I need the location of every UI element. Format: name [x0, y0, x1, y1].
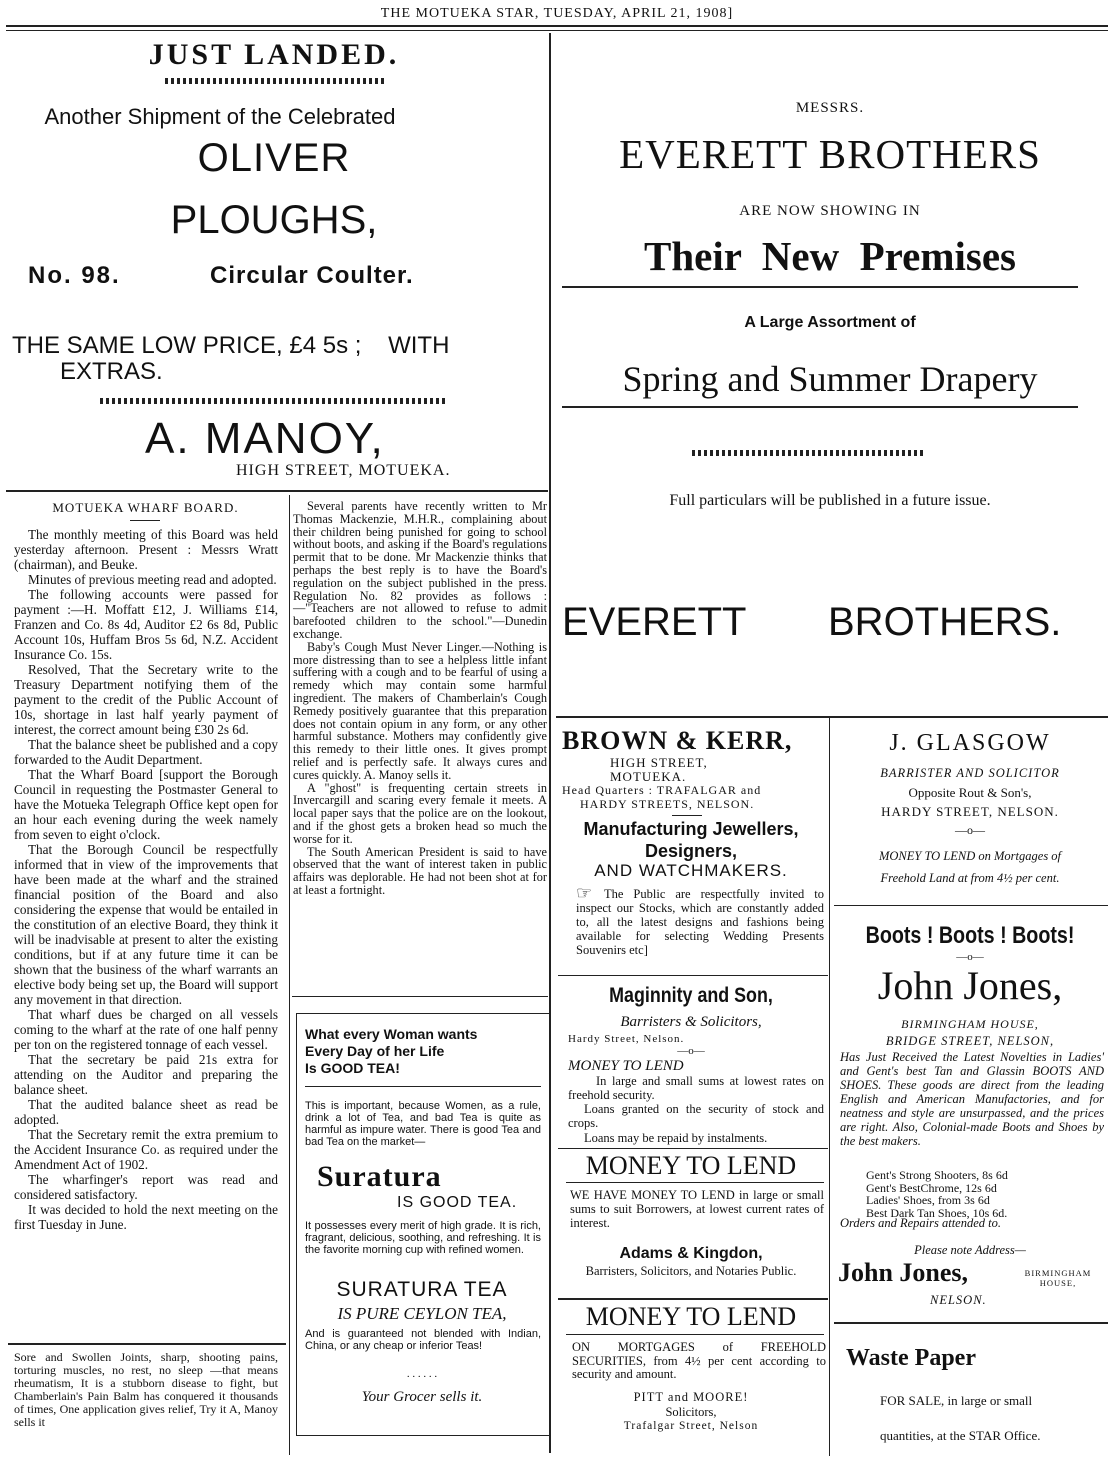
maginnity-street: Hardy Street, Nelson.: [568, 1033, 685, 1045]
section-rule: [558, 975, 828, 976]
jones-name: John Jones,: [877, 963, 1063, 1008]
section-rule: [562, 286, 1078, 288]
adams-kingdon-title: Barristers, Solicitors, and Notaries Public.: [585, 1264, 797, 1278]
everett-showing: ARE NOW SHOWING IN: [739, 203, 921, 219]
brown-kerr-trade2: Designers,: [644, 841, 738, 861]
maginnity-body: In large and small sums at lowest rates on freehold security.: [568, 1074, 824, 1102]
news-paragraph: A "ghost" is frequenting certain streets in Invercargill and scaring every female it meets. A local paper says that the police are on the lookout, and if the ghost gets a broken head so much the worse for it.: [293, 780, 547, 846]
waste-paper-head: Waste Paper: [846, 1345, 976, 1371]
maginnity-name: Maginnity and Son,: [609, 984, 773, 1007]
glasgow-opposite: Opposite Rout & Son's,: [908, 785, 1032, 800]
brown-kerr-name: BROWN & KERR,: [562, 726, 793, 755]
column-rule-left: [289, 495, 290, 1455]
brown-kerr-trade1: Manufacturing Jewellers,: [583, 819, 799, 839]
pitt-moore-head: MONEY TO LEND: [585, 1302, 797, 1331]
maginnity-sep: —o—: [677, 1045, 705, 1057]
pitt-moore-street: Trafalgar Street, Nelson: [623, 1420, 759, 1432]
section-rule: [292, 996, 548, 997]
dash: [130, 520, 160, 521]
manoy-merchant: A. MANOY,: [145, 414, 385, 463]
brown-kerr-body: The Public are respectfully invited to inspect our Stocks, which are constantly added to, all the latest designs and fashions being available for selecting Wedding Presents Souvenirs etc]: [576, 887, 824, 957]
suratura-ad: [296, 1013, 550, 1436]
wharf-paragraph: The wharfinger's report was read and considered satisfactory.: [14, 1172, 278, 1202]
dash: [672, 815, 702, 816]
wharf-paragraph: That the Secretary remit the extra premium to the Accident Insurance Co. as required under the Amendment Act of 1902.: [14, 1127, 278, 1172]
jones-price-item: Best Dark Tan Shoes, 10s 6d.: [866, 1205, 1008, 1220]
waste-paper-line2: quantities, at the STAR Office.: [880, 1428, 1041, 1443]
adams-kingdon-head: MONEY TO LEND: [585, 1151, 797, 1180]
everett-signature-right: BROTHERS.: [828, 600, 1062, 644]
everett-drapery: Spring and Summer Drapery: [622, 359, 1038, 399]
section-rule: [562, 406, 1078, 408]
manoy-headline: JUST LANDED.: [148, 38, 400, 71]
glasgow-money: MONEY TO LEND on Mortgages of: [878, 849, 1062, 863]
manoy-address: HIGH STREET, MOTUEKA.: [236, 462, 451, 479]
jones-signature: John Jones,: [838, 1258, 969, 1287]
jones-house: BIRMINGHAM HOUSE,: [901, 1017, 1039, 1031]
glasgow-name: J. GLASGOW: [889, 730, 1051, 756]
jones-signature-town: NELSON.: [930, 1293, 987, 1307]
section-rule: [556, 716, 1108, 718]
manoy-product: PLOUGHS,: [170, 198, 378, 242]
everett-name: EVERETT BROTHERS: [619, 131, 1041, 177]
manoy-intro: Another Shipment of the Celebrated: [44, 104, 396, 129]
jones-body: Has Just Received the Latest Novelties in Ladies' and Gent's best Tan and Glassin BOOTS AND SHOES. These goods are direct from the leading English and American Manufactories, and for neatness and style are unsurpassed, and the prices are right. Also, Colonial-made Boots and Shoes by the best makers.: [840, 1050, 1104, 1148]
suratura-title2: SURATURA TEA: [336, 1278, 508, 1301]
manoy-model-desc: Circular Coulter.: [210, 262, 414, 289]
news-paragraph: The South American President is said to have observed that the want of interest taken in public affairs was deplorable. He had not been shot at for at least a fortnight.: [293, 844, 547, 897]
waste-paper-line1: FOR SALE, in large or small: [880, 1393, 1033, 1408]
brown-kerr-hq2: HARDY STREETS, NELSON.: [580, 797, 755, 811]
suratura-body2: It possesses every merit of high grade. It is rich, fragrant, delicious, soothing, and refreshing. It is the favorite morning cup with refined women.: [305, 1220, 541, 1256]
section-rule: [6, 490, 548, 492]
wharf-paragraph: That the balance sheet be published and a copy forwarded to the Audit Department.: [14, 737, 278, 767]
suratura-headline-line: Every Day of her Life: [305, 1043, 445, 1059]
brown-kerr-street: HIGH STREET,: [610, 755, 708, 770]
wharf-article-body: [14, 527, 278, 1232]
glasgow-sep: —o—: [955, 823, 985, 837]
wharf-paragraph: That the audited balance sheet as read be adopted.: [14, 1097, 278, 1127]
everett-particulars: Full particulars will be published in a future issue.: [669, 492, 991, 509]
suratura-headline: [305, 1026, 477, 1077]
maginnity-loans: Loans granted on the security of stock and crops.: [568, 1102, 824, 1130]
everett-salutation: MESSRS.: [795, 100, 865, 116]
maginnity-money-head: MONEY TO LEND: [568, 1058, 684, 1074]
wharf-paragraph: That the secretary be paid 21s extra for attending on the Auditor and preparing the balance sheet.: [14, 1052, 278, 1097]
manoy-price: THE SAME LOW PRICE, £4 5s ; WITH: [12, 332, 450, 359]
jones-price-item: Gent's BestChrome, 12s 6d: [866, 1180, 997, 1195]
column-rule-right: [829, 718, 830, 1456]
suratura-body3: And is guaranteed not blended with Indian, China, or any cheap or inferior Teas!: [305, 1328, 541, 1352]
jones-orders: Orders and Repairs attended to.: [840, 1216, 1001, 1230]
section-rule: [558, 1298, 828, 1300]
news-paragraph: Baby's Cough Must Never Linger.—Nothing is more distressing than to see a helpless little infant suffering with a cough and to be fearful of using a remedy which may contain some harmful ingredient. The makers of Chamberlain's Cough Remedy positively guarantee that this preparation does not contain opium in any form, or any other harmful substance. Mothers may confidently give this remedy to their little ones. It gives prompt relief and is perfectly safe. It always cures and cures quickly. A. Manoy sells it.: [293, 639, 547, 782]
wharf-paragraph: It was decided to hold the next meeting on the first Tuesday in June.: [14, 1202, 278, 1232]
news-paragraph: Several parents have recently written to Mr Thomas Mackenzie, M.H.R., complaining about their children being punished for going to school without boots, and asking if the Board's regulations permit that to be done. Mr Mackenzie thinks that perhaps the best reply is to have the Board's regulation on the subject published in the press. Regulation No. 82 provides as follows :—"Teachers are not allowed to refuse to admit barefooted children to the school."—Dunedin exchange.: [293, 499, 547, 641]
maginnity-title: Barristers & Solicitors,: [620, 1014, 762, 1030]
everett-signature-left: EVERETT: [562, 600, 747, 644]
jones-price-item: Ladies' Shoes, from 3s 6d: [866, 1193, 990, 1207]
jones-signature-house: [1010, 1268, 1106, 1288]
wharf-paragraph: Resolved, That the Secretary write to the Treasury Department notifying them of the payment to the credit of the Public Account of 10s, shortage in last half yearly payment of interest, the correct amount being £30 2s 6d.: [14, 662, 278, 737]
suratura-headline-line: Is GOOD TEA!: [305, 1060, 400, 1076]
section-rule: [558, 1148, 828, 1149]
everett-assortment: A Large Assortment of: [744, 314, 916, 331]
divider: [165, 78, 385, 84]
section-rule: [834, 1322, 1108, 1324]
jones-signature-house-line: BIRMINGHAM: [1024, 1268, 1092, 1278]
middle-column-news: [293, 500, 547, 897]
section-rule: [8, 1343, 286, 1345]
suratura-footer: Your Grocer sells it.: [361, 1389, 483, 1405]
glasgow-title: BARRISTER AND SOLICITOR: [880, 766, 1060, 780]
jones-note: Please note Address—: [914, 1243, 1026, 1257]
wharf-paragraph: The following accounts were passed for payment :—H. Moffatt £12, J. Williams £14, Franzen and Co. 8s 4d, Auditor £2 6s 8d, Public Account 10s, Huffam Bros 5s 6d, N.Z. Accident Insurance Co. 15s.: [14, 587, 278, 662]
jones-sep: —o—: [956, 951, 984, 963]
section-rule: [305, 1086, 541, 1087]
wharf-paragraph: That the Wharf Board [support the Borough Council in requesting the Postmaster General to have the Motueka Telegraph Office kept open for an hour each evening during the week namely from seven to eight o'clock.: [14, 767, 278, 842]
wharf-title: MOTUEKA WHARF BOARD.: [52, 500, 239, 515]
wharf-paragraph: That wharf dues be charged on all vessels coming to the wharf at the rate of one half penny per ton on the registered tonnage of each vessel.: [14, 1007, 278, 1052]
divider: [692, 450, 924, 456]
masthead-rule: [6, 25, 1108, 27]
adams-kingdon-name: Adams & Kingdon,: [619, 1245, 763, 1262]
suratura-title2-tag: IS PURE CEYLON TEA,: [337, 1304, 507, 1323]
pain-balm-notice: Sore and Swollen Joints, sharp, shooting pains, torturing muscles, no rest, no sleep —that means rheumatism, It is a stubborn disease to fight, but Chamberlain's Pain Balm has conquered it thousands of times, One application gives relief, Try it A, Manoy sells it: [14, 1350, 278, 1429]
suratura-brand: Suratura: [317, 1160, 442, 1193]
manoy-brand: OLIVER: [197, 136, 351, 180]
pitt-moore-body: ON MORTGAGES of FREEHOLD SECURITIES, from 4½ per cent according to security and amount.: [572, 1340, 826, 1381]
pointing-hand-icon: ☞: [576, 883, 593, 903]
glasgow-street: HARDY STREET, NELSON.: [881, 804, 1059, 819]
manoy-model-no: No. 98.: [28, 262, 121, 289]
wharf-paragraph: That the Borough Council be respectfully informed that in view of the improvements that have been made at the wharf and the strained financial position of the Board and also considering the expense that would be entailed in the constitution of an elective Board, they think it will be inadvisable at present to alter the existing conditions, but if at any future time it can be shown that the business of the wharf warrants an elective body being set up, the Board will support any movement in that direction.: [14, 842, 278, 1007]
everett-premises: Their New Premises: [644, 233, 1016, 279]
maginnity-repay: Loans may be repaid by instalments.: [584, 1131, 768, 1145]
pitt-moore-title: Solicitors,: [665, 1405, 717, 1419]
brown-kerr-trade3: AND WATCHMAKERS.: [594, 861, 788, 880]
adams-kingdon-body: WE HAVE MONEY TO LEND in large or small sums to suit Borrowers, at lowest current rates of interest.: [570, 1188, 824, 1230]
glasgow-freehold: Freehold Land at from 4½ per cent.: [880, 871, 1060, 885]
masthead: THE MOTUEKA STAR, TUESDAY, APRIL 21, 1908]: [380, 6, 734, 21]
jones-signature-house-line: HOUSE,: [1039, 1278, 1077, 1288]
brown-kerr-hq: Head Quarters : TRAFALGAR and: [562, 783, 762, 797]
wharf-paragraph: The monthly meeting of this Board was held yesterday afternoon. Present : Messrs Wratt (chairman), and Beuke.: [14, 527, 278, 572]
jones-price-list: [866, 1169, 1008, 1219]
suratura-brand-tag: IS GOOD TEA.: [397, 1194, 518, 1211]
brown-kerr-town: MOTUEKA.: [610, 769, 687, 784]
suratura-body1: This is important, because Women, as a rule, drink a lot of Tea, and bad Tea is quite as harmful as impure water. There is good Tea and bad Tea on the market—: [305, 1100, 541, 1148]
divider: [100, 398, 445, 404]
jones-boots: Boots ! Boots ! Boots!: [865, 922, 1075, 949]
wharf-paragraph: Minutes of previous meeting read and adopted.: [28, 572, 277, 587]
section-rule: [566, 1334, 824, 1335]
section-rule: [834, 905, 1108, 906]
section-rule: [566, 1182, 824, 1183]
jones-price-item: Gent's Strong Shooters, 8s 6d: [866, 1168, 1008, 1182]
manoy-price-extras: EXTRAS.: [60, 358, 163, 385]
suratura-dots: . . . . . .: [406, 1368, 438, 1380]
jones-street: BRIDGE STREET, NELSON,: [885, 1034, 1055, 1048]
suratura-headline-line: What every Woman wants: [305, 1026, 478, 1042]
pitt-moore-name: PITT and MOORE!: [633, 1390, 749, 1404]
masthead-rule-thin: [6, 30, 1108, 31]
